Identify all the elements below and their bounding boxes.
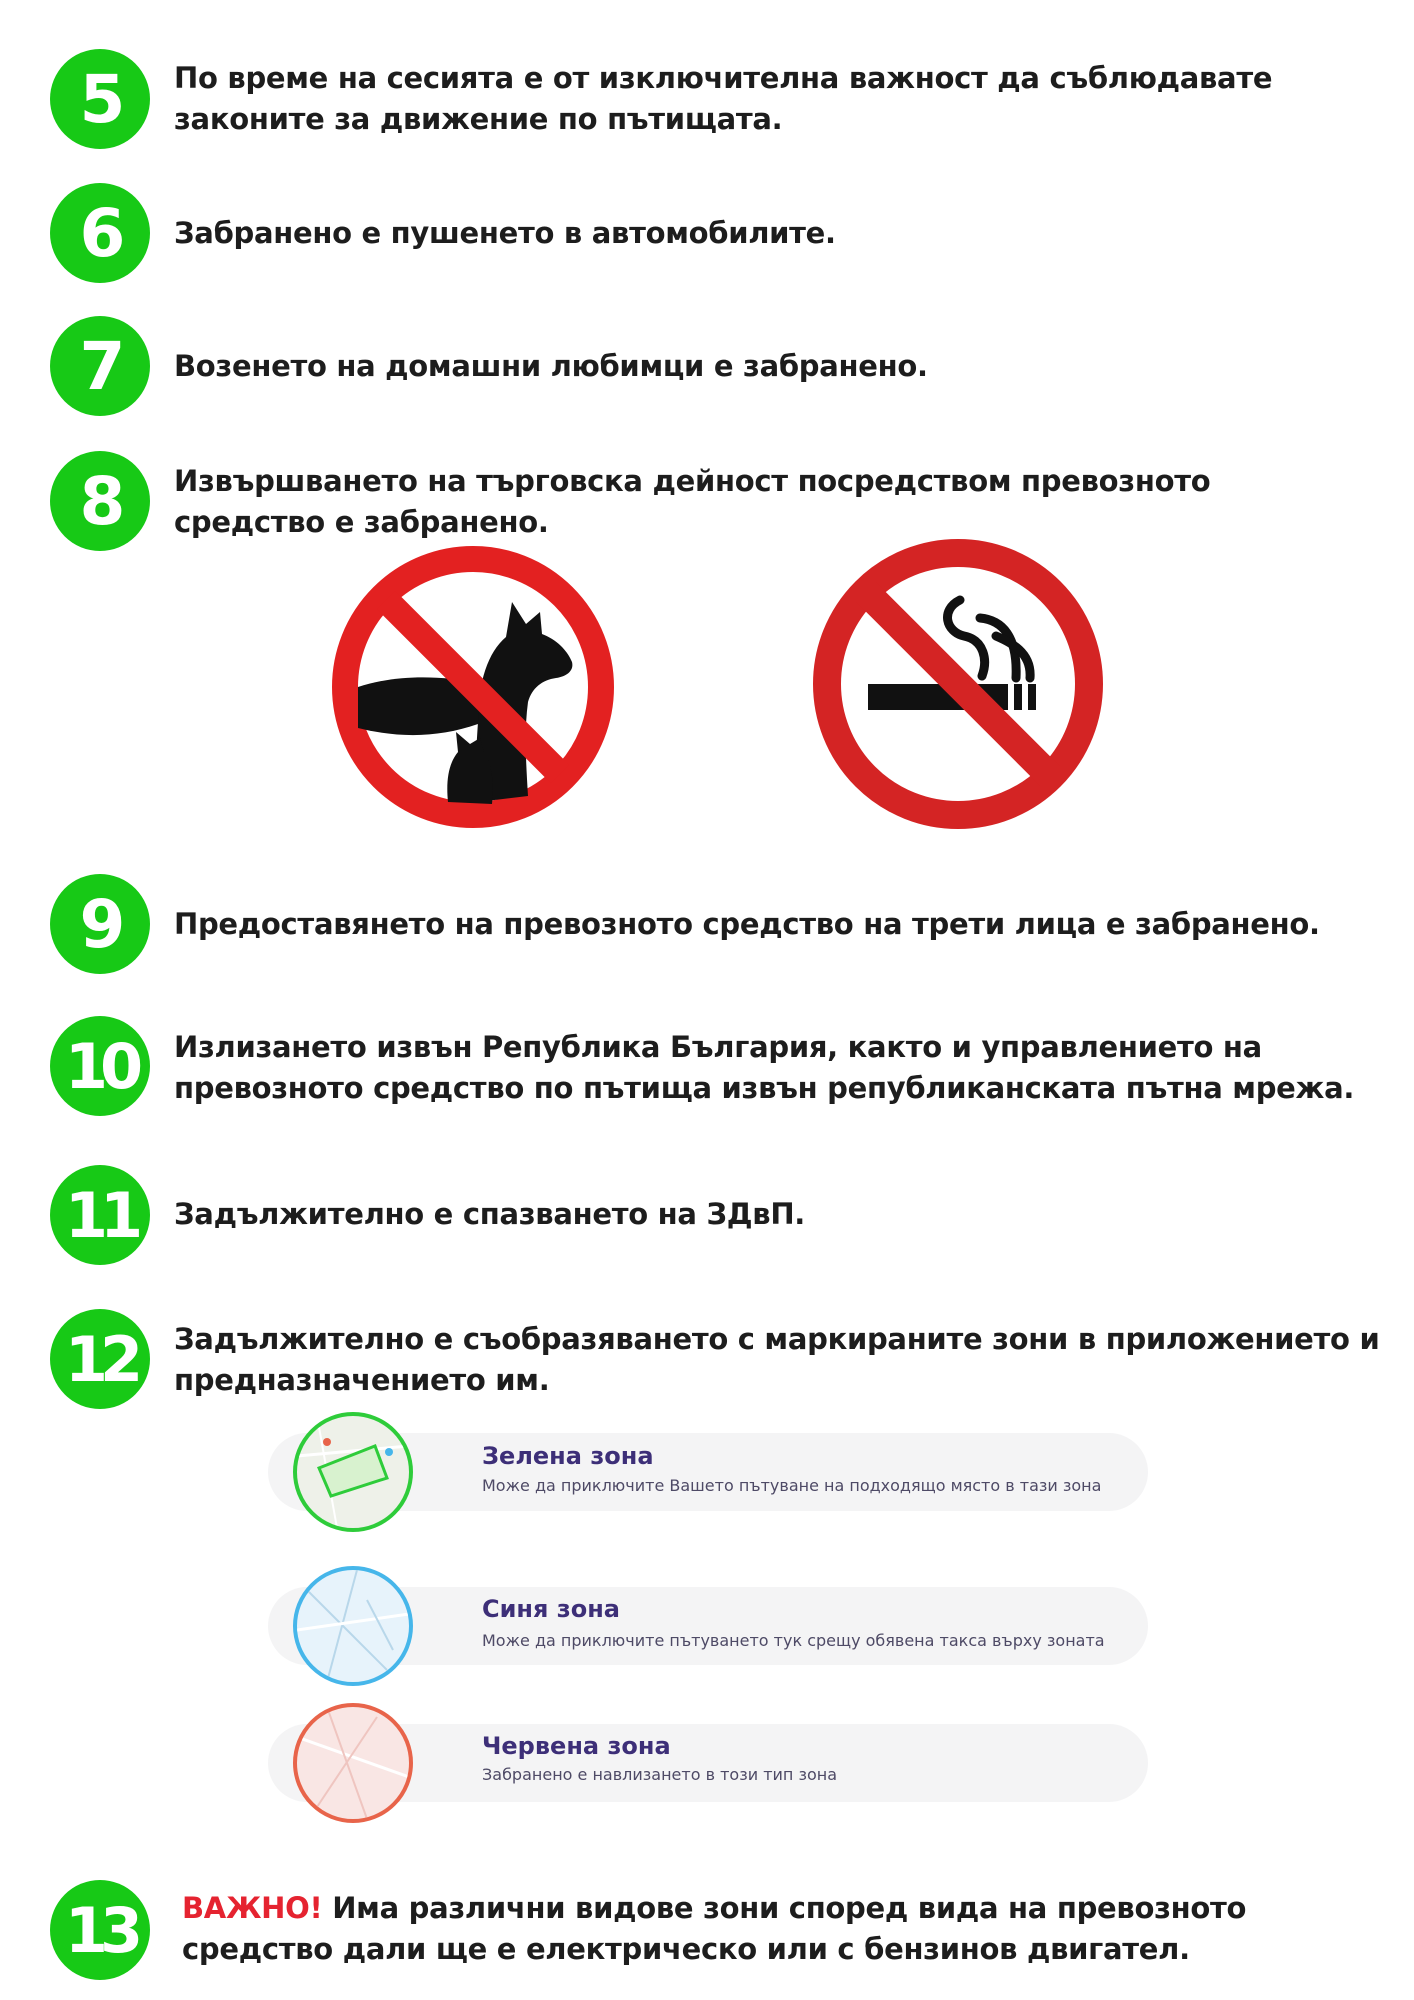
rule-text xyxy=(174,1194,1384,1235)
rule-number-badge: 13 xyxy=(50,1880,150,1980)
rule-text-part: Има различни видове зони според вида на превозното xyxy=(332,1891,1247,1925)
rule-text xyxy=(174,213,1384,254)
rule-text-line: средство дали ще е електрическо или с бензинов двигател. xyxy=(182,1932,1190,1966)
rule-text-line: Предоставянето на превозното средство на трети лица е забранено. xyxy=(174,907,1320,941)
rule-text-line: законите за движение по пътищата. xyxy=(174,102,783,136)
rule-number-badge: 7 xyxy=(50,316,150,416)
rule-text xyxy=(174,1319,1384,1401)
rule-text-line: превозното средство по пътища извън републиканската пътна мрежа. xyxy=(174,1071,1355,1105)
rule-text xyxy=(182,1888,1392,1970)
rule-text-line: Задължително е спазването на ЗДвП. xyxy=(174,1197,806,1231)
blue-zone-map-icon xyxy=(293,1566,413,1686)
zone-title: Червена зона xyxy=(482,1732,671,1760)
rule-text-line: По време на сесията е от изключителна важност да съблюдавате xyxy=(174,61,1273,95)
rule-number-badge: 11 xyxy=(50,1165,150,1265)
zone-description: Може да приключите пътуването тук срещу обявена такса върху зоната xyxy=(482,1631,1105,1650)
rule-text-line: Задължително е съобразяването с маркираните зони в приложението и xyxy=(174,1322,1380,1356)
rule-text-line: Излизането извън Република България, както и управлението на xyxy=(174,1030,1262,1064)
rule-number-badge: 10 xyxy=(50,1016,150,1116)
green-zone-map-icon xyxy=(293,1412,413,1532)
rule-number-badge: 8 xyxy=(50,451,150,551)
rule-text-line: средство е забранено. xyxy=(174,505,549,539)
red-zone-map-icon xyxy=(293,1703,413,1823)
rule-text-line: Забранено е пушенето в автомобилите. xyxy=(174,216,836,250)
rule-text xyxy=(174,904,1384,945)
zone-title: Синя зона xyxy=(482,1595,620,1623)
important-label: ВАЖНО! xyxy=(182,1891,323,1925)
rule-number-badge: 12 xyxy=(50,1309,150,1409)
rule-number-badge: 9 xyxy=(50,874,150,974)
rule-text-line: Извършването на търговска дейност посредством превозното xyxy=(174,464,1211,498)
rule-text-line: Возенето на домашни любимци е забранено. xyxy=(174,349,928,383)
rule-text xyxy=(174,346,1384,387)
rule-text-line xyxy=(182,1888,1392,1929)
rule-text-line: предназначението им. xyxy=(174,1363,550,1397)
rule-text xyxy=(174,461,1384,543)
no-smoking-sign-icon xyxy=(810,536,1106,832)
zone-title: Зелена зона xyxy=(482,1442,654,1470)
zone-description: Може да приключите Вашето пътуване на подходящо място в тази зона xyxy=(482,1476,1102,1495)
rule-text xyxy=(174,1027,1384,1109)
rule-text xyxy=(174,58,1384,140)
no-pets-sign-icon xyxy=(328,542,618,832)
rule-number-badge: 5 xyxy=(50,49,150,149)
rule-number-badge: 6 xyxy=(50,183,150,283)
zone-description: Забранено е навлизането в този тип зона xyxy=(482,1765,838,1784)
